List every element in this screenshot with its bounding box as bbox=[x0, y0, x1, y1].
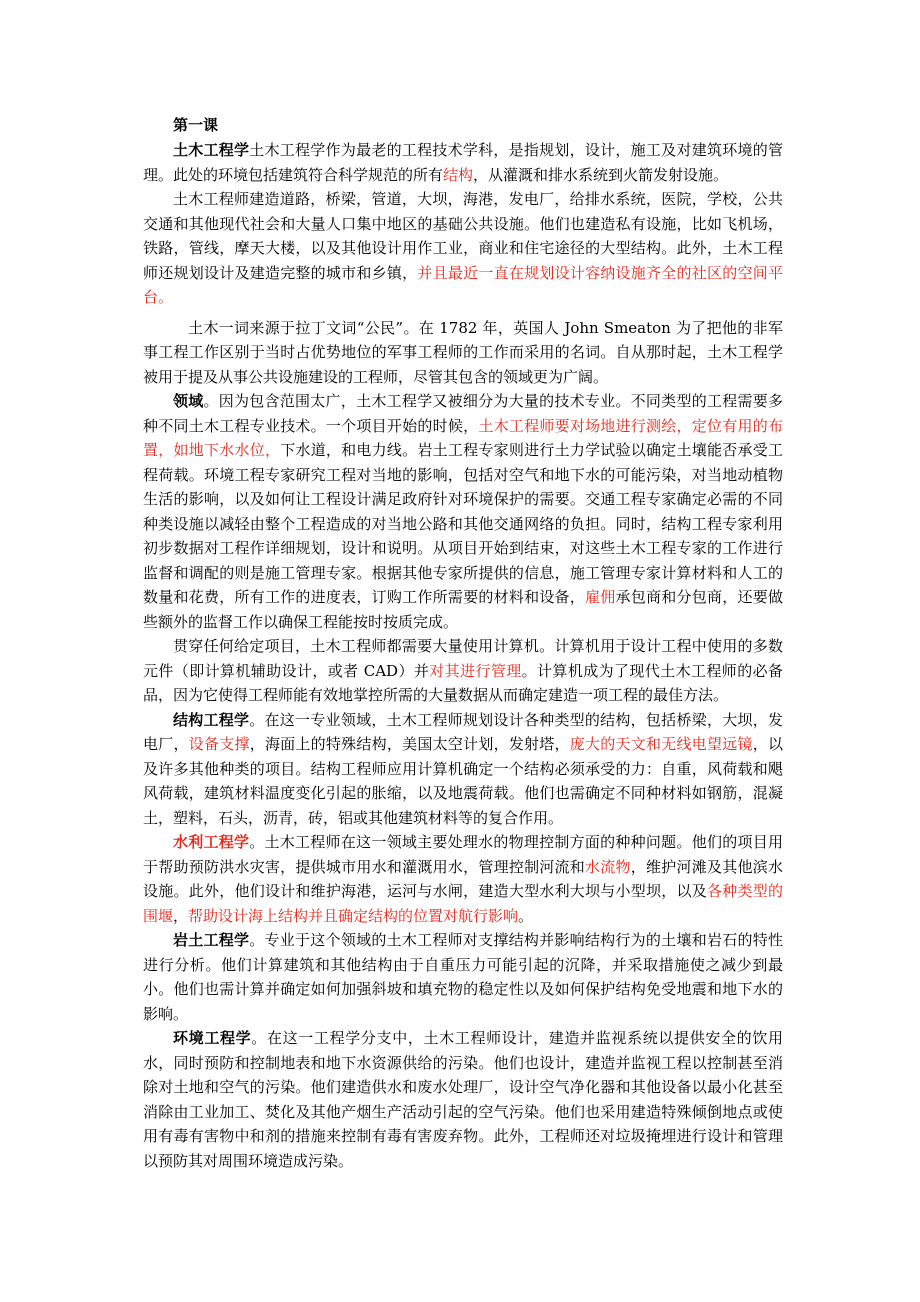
term-civil-engineering: 土木工程学 bbox=[173, 141, 250, 159]
highlight-text: 各种类型的围堰 bbox=[143, 882, 783, 925]
term-structural-engineering: 结构工程学 bbox=[173, 710, 250, 729]
paragraph-text: 贯穿任何给定项目，土木工程师都需要大量使用计算机。计算机用于设计工程中使用的多数元件（即计算机辅助设计，或者 CAD）并 bbox=[143, 637, 783, 680]
term-hydraulic-engineering: 水利工程学 bbox=[173, 833, 250, 851]
paragraph-text: 。在这一工程学分支中，土木工程师设计，建造并监视系统以提供安全的饮用水，同时预防和控制地表和地下水资源供给的污染。他们也设计，建造并监视工程以控制甚至消除对土地和空气的污染。他们建造供水和废水处理厂，设计空气净化器和其他设备以最小化甚至消除由工业加工、焚化及其他产烟生产活动引起的空气污染。他们也采用建造特殊倾倒地点或使用有毒有害物中和剂的措施来控制有毒有害废弃物。此外，工程师还对垃圾掩埋进行设计和管理以预防其对周围环境造成污染。 bbox=[143, 1029, 783, 1170]
paragraph-text: ，海面上的特殊结构，美国太空计划，发射塔， bbox=[249, 735, 570, 753]
paragraph-geotechnical bbox=[143, 928, 783, 1026]
highlight-text: 结构 bbox=[443, 165, 474, 184]
highlight-text: 雇佣 bbox=[585, 588, 616, 606]
paragraph-text: 。因为包含范围太广，土木工程学又被细分为大量的技术专业。不同类型的工程需要多种不同土木工程专业技术。一个项目开始的时候， bbox=[143, 392, 783, 435]
paragraph-text: 。 bbox=[518, 906, 534, 925]
highlight-text: 帮助设计海上结构并且确定结构的位置对航行影响 bbox=[188, 906, 519, 925]
paragraph-text: ，以及许多其他种类的项目。结构工程师应用计算机确定一个结构必须承受的力：自重，风荷载和飓风荷载，建筑材料温度变化引起的胀缩，以及地震荷载。他们也需确定不同种材料如钢筋，混凝土，塑料，石头，沥青，砖，铝或其他建筑材料等的复合作用。 bbox=[143, 735, 783, 827]
document-page bbox=[143, 112, 783, 1173]
term-geotechnical-engineering: 岩土工程学 bbox=[173, 931, 250, 949]
paragraph-text: ，从灌溉和排水系统到火箭发射设施。 bbox=[473, 165, 729, 184]
paragraph-fields bbox=[143, 389, 783, 634]
highlight-text: 设备支撑 bbox=[188, 735, 250, 753]
highlight-text: 庞大的天文和无线电望远镜 bbox=[569, 735, 753, 753]
paragraph-text: ， bbox=[173, 906, 189, 925]
paragraph-hydraulic bbox=[143, 830, 783, 928]
paragraph-text: 下水道，和电力线。岩土工程专家则进行土力学试验以确定土壤能否承受工程荷载。环境工程专家研究工程对当地的影响，包括对空气和地下水的可能污染，对当地动植物生活的影响，以及如何让工程设计满足政府针对环境保护的需要。交通工程专家确定必需的不同种类设施以减轻由整个工程造成的对当地公路和其他交通网络的负担。同时，结构工程专家利用初步数据对工程作详细规划，设计和说明。从项目开始到结束，对这些土木工程专家的工作进行监督和调配的则是施工管理专家。根据其他专家所提供的信息，施工管理专家计算材料和人工的数量和花费，所有工作的进度表，订购工作所需要的材料和设备， bbox=[143, 441, 783, 606]
paragraph-structural bbox=[143, 708, 783, 831]
highlight-text: 土木工程师要对场地进行测绘，定位有用的布置，如地下水水位， bbox=[143, 416, 783, 459]
term-fields: 领域 bbox=[173, 392, 204, 410]
highlight-text: 并且最近一直在规划设计容纳设施齐全的社区的空间平台。 bbox=[143, 263, 783, 306]
paragraph-text: ，维护河滩及其他滨水设施。此外，他们设计和维护海港，运河与水闸，建造大型水利大坝与小型坝，以及 bbox=[143, 857, 783, 900]
paragraph-text: 承包商和分包商，还要做些额外的监督工作以确保工程能按时按质完成。 bbox=[143, 588, 783, 631]
highlight-text: 水流物 bbox=[585, 857, 631, 876]
highlight-text: 对其进行管理 bbox=[429, 661, 522, 680]
paragraph-etymology bbox=[143, 316, 783, 390]
paragraph-text: 土木工程师建造道路，桥梁，管道，大坝，海港，发电厂，给排水系统，医院，学校，公共交通和其他现代社会和大量人口集中地区的基础公共设施。他们也建造私有设施，比如飞机场，铁路，管线，摩天大楼，以及其他设计用作工业，商业和住宅途径的大型结构。此外，土木工程师还规划设计及建造完整的城市和乡镇， bbox=[143, 190, 783, 282]
paragraph-text: 。计算机成为了现代土木工程师的必备品，因为它使得工程师能有效地掌控所需的大量数据从而确定建造一项工程的最佳方法。 bbox=[143, 661, 783, 704]
paragraph-environmental bbox=[143, 1026, 783, 1173]
paragraph-civil-engineer-works bbox=[143, 187, 783, 310]
paragraph-text: 。土木工程师在这一领域主要处理水的物理控制方面的种种问题。他们的项目用于帮助预防洪水灾害，提供城市用水和灌溉用水，管理控制河流和 bbox=[143, 833, 783, 876]
paragraph-text: 。在这一专业领域，土木工程师规划设计各种类型的结构，包括桥梁，大坝，发电厂， bbox=[143, 710, 783, 753]
lesson-title: 第一课 bbox=[173, 116, 219, 134]
paragraph-text: 土木一词来源于拉丁文词“公民”。在 1782 年，英国人 John Smeaton 为了把他的非军事工程工作区别于当时占优势地位的军事工程师的工作而采用的名词。自从那时起，土木工程学被用于提及从事公共设施建设的工程师，尽管其包含的领域更为广阔。 bbox=[143, 318, 783, 386]
paragraph-text: 土木工程学作为最老的工程技术学科，是指规划，设计，施工及对建筑环境的管理。此处的环境包括建筑符合科学规范的所有 bbox=[143, 141, 783, 184]
paragraph-intro bbox=[143, 138, 783, 187]
paragraph-computers bbox=[143, 634, 783, 708]
term-environmental-engineering: 环境工程学 bbox=[173, 1029, 252, 1047]
paragraph-text: 。专业于这个领域的土木工程师对支撑结构并影响结构行为的土壤和岩石的特性进行分析。他们计算建筑和其他结构由于自重压力可能引起的沉降，并采取措施使之减少到最小。他们也需计算并确定如何加强斜坡和填充物的稳定性以及如何保护结构免受地震和地下水的影响。 bbox=[143, 931, 783, 1023]
